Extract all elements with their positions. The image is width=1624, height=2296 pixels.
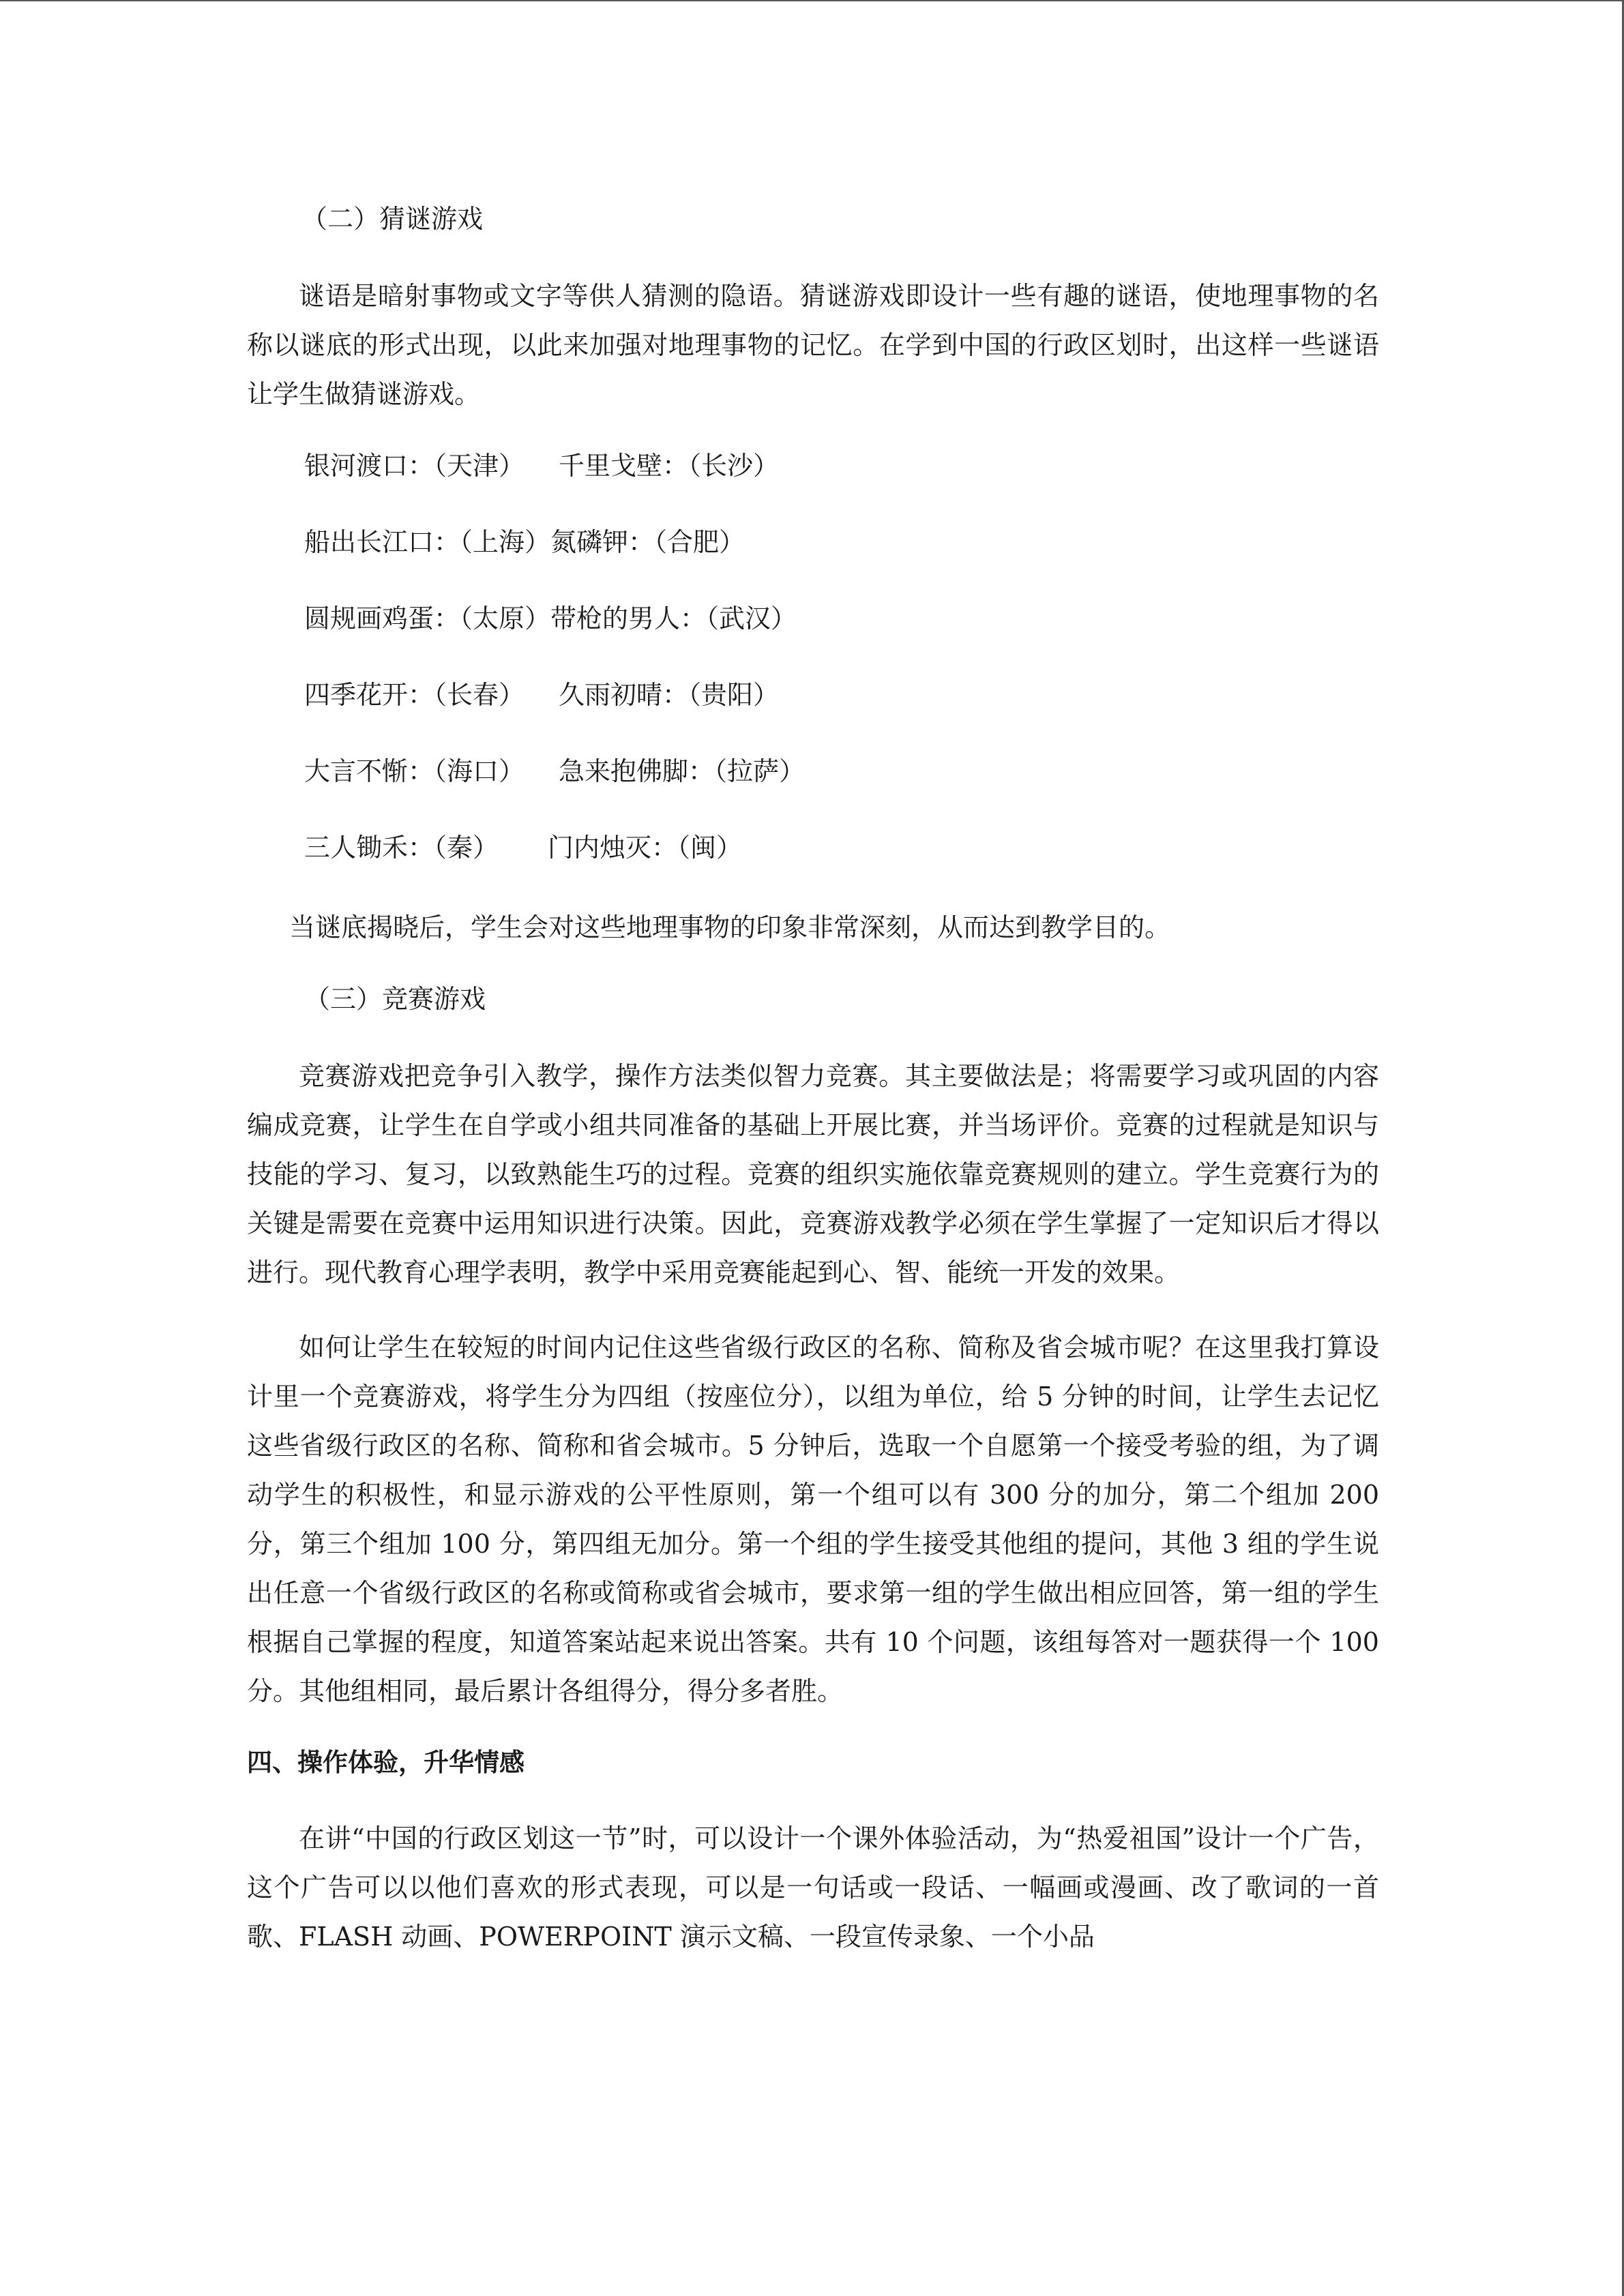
riddle-list <box>247 445 1379 869</box>
riddle-8: 久雨初晴：（贵阳） <box>559 680 780 710</box>
document-body <box>247 198 1379 1961</box>
riddle-7: 四季花开：（长春） <box>304 680 525 710</box>
riddle-row <box>247 826 1379 869</box>
section-3-paragraph-1: 竞赛游戏把竞争引入教学，操作方法类似智力竞赛。其主要做法是；将需要学习或巩固的内容编成竞赛，让学生在自学或小组共同准备的基础上开展比赛，并当场评价。竞赛的过程就是知识与技能的学习、复习，以致熟能生巧的过程。竞赛的组织实施依靠竞赛规则的建立。学生竞赛行为的关键是需要在竞赛中运用知识进行决策。因此，竞赛游戏教学必须在学生掌握了一定知识后才得以进行。现代教育心理学表明，教学中采用竞赛能起到心、智、能统一开发的效果。 <box>247 1061 1379 1287</box>
riddle-row <box>247 597 1379 640</box>
section-2-intro: 谜语是暗射事物或文字等供人猜测的隐语。猜谜游戏即设计一些有趣的谜语，使地理事物的名称以谜底的形式出现，以此来加强对地理事物的记忆。在学到中国的行政区划时，出这样一些谜语让学生做猜谜游戏。 <box>247 281 1379 409</box>
riddle-row <box>247 521 1379 563</box>
riddle-9: 大言不惭：（海口） <box>304 756 525 786</box>
riddle-row <box>247 445 1379 487</box>
section-2-conclusion: 当谜底揭晓后，学生会对这些地理事物的印象非常深刻，从而达到教学目的。 <box>289 912 1171 942</box>
section-4-heading: 四、操作体验，升华情感 <box>247 1748 525 1777</box>
riddle-row <box>247 674 1379 716</box>
section-3-paragraph-2: 如何让学生在较短的时间内记住这些省级行政区的名称、简称及省会城市呢？在这里我打算设计里一个竞赛游戏，将学生分为四组（按座位分），以组为单位，给 5 分钟的时间，让学生去记忆这些省级行政区的名称、简称和省会城市。5 分钟后，选取一个自愿第一个接受考验的组，为了调动学生的积极性，和显示游戏的公平性原则，第一个组可以有 300 分的加分，第二个组加 200 分，第三个组加 100 分，第四组无加分。第一个组的学生接受其他组的提问，其他 3 组的学生说出任意一个省级行政区的名称或简称或省会城市，要求第一组的学生做出相应回答，第一组的学生根据自己掌握的程度，知道答案站起来说出答案。共有 10 个问题，该组每答对一题获得一个 100 分。其他组相同，最后累计各组得分，得分多者胜。 <box>247 1332 1379 1706</box>
riddle-4: 氮磷钾：（合肥） <box>550 527 745 557</box>
section-4-paragraph-1: 在讲“中国的行政区划这一节”时，可以设计一个课外体验活动，为“热爱祖国”设计一个广告，这个广告可以以他们喜欢的形式表现，可以是一句话或一段话、一幅画或漫画、改了歌词的一首歌、FLASH 动画、POWERPOINT 演示文稿、一段宣传录象、一个小品 <box>247 1823 1379 1952</box>
riddle-1: 银河渡口：（天津） <box>304 451 525 481</box>
riddle-11: 三人锄禾：（秦） <box>304 833 499 863</box>
riddle-2: 千里戈壁：（长沙） <box>559 451 780 481</box>
riddle-6: 带枪的男人：（武汉） <box>550 603 797 633</box>
top-border <box>0 0 1624 1</box>
riddle-5: 圆规画鸡蛋：（太原） <box>304 603 551 633</box>
riddle-10: 急来抱佛脚：（拉萨） <box>559 756 806 786</box>
section-3-heading: （三）竞赛游戏 <box>304 984 486 1014</box>
riddle-row <box>247 750 1379 792</box>
section-2-heading: （二）猜谜游戏 <box>301 204 484 234</box>
riddle-3: 船出长江口：（上海） <box>304 527 551 557</box>
riddle-12: 门内烛灭：（闽） <box>548 833 743 863</box>
